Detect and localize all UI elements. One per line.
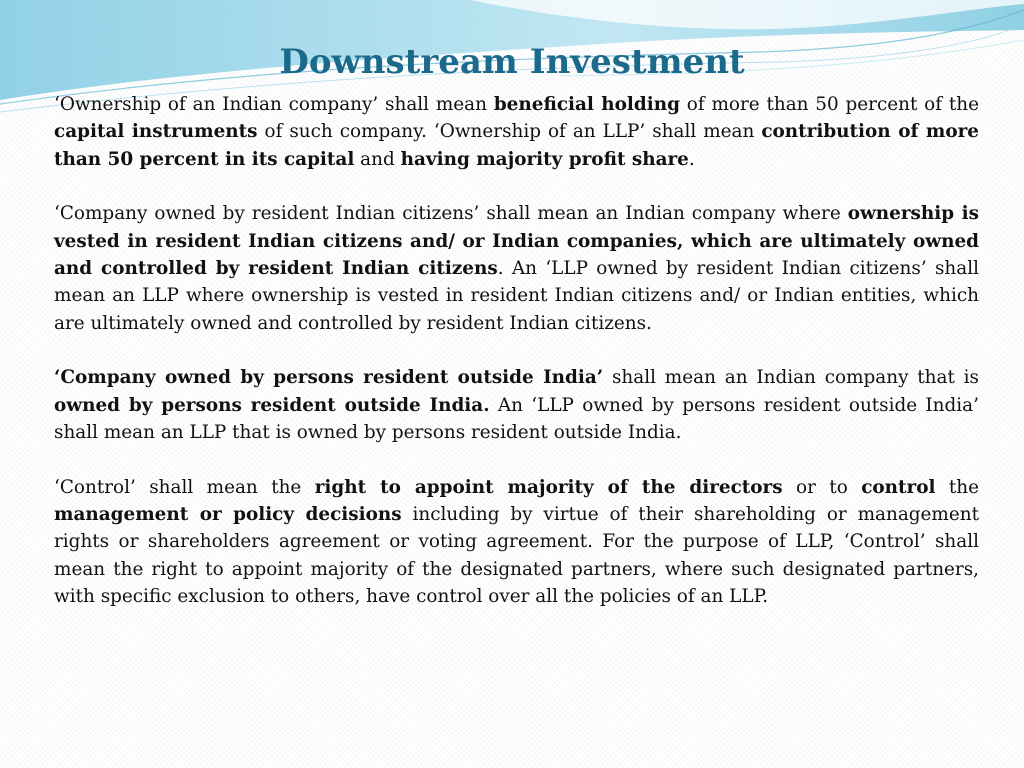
text-segment: ‘Company owned by resident Indian citizens’ shall mean an Indian company where bbox=[54, 203, 848, 225]
text-segment: . An ‘LLP owned by resident Indian citizens’ shall mean an LLP where ownership is vested in resident Indian citizens and/ or Indian entities, which are ultimately owned and controlled by resident Indian citizens. bbox=[54, 257, 979, 334]
text-segment-bold: control bbox=[861, 476, 936, 498]
paragraph-control-definition bbox=[54, 474, 979, 610]
text-segment: ‘Control’ shall mean the bbox=[54, 476, 315, 498]
paragraph-foreign-ownership bbox=[54, 364, 979, 446]
text-segment: the bbox=[935, 476, 979, 498]
text-segment-bold: beneficial holding bbox=[493, 94, 680, 115]
slide-title: Downstream Investment bbox=[279, 42, 745, 82]
text-segment-bold: right to appoint majority of the directors bbox=[314, 476, 783, 498]
text-segment: including by virtue of their shareholding or management rights or shareholders agreement or voting agreement. For the purpose of LLP, ‘Control’ shall mean the right to appoint majority of the designated partners, where such designated partners, with specific exclusion to others, have control over all the policies of an LLP. bbox=[54, 504, 979, 607]
text-segment: and bbox=[354, 148, 401, 170]
text-segment-bold: capital instruments bbox=[54, 121, 258, 143]
paragraph-ownership-definition bbox=[54, 91, 979, 173]
text-segment-bold: contribution of more than 50 percent in its capital bbox=[54, 121, 980, 170]
text-segment: . bbox=[688, 148, 695, 170]
text-segment-bold: owned by persons resident outside India. bbox=[54, 394, 490, 416]
text-segment-bold: having majority profit share bbox=[400, 148, 689, 170]
text-segment: shall mean an Indian company that is bbox=[603, 367, 979, 389]
text-segment: of such company. ‘Ownership of an LLP’ shall mean bbox=[257, 121, 762, 143]
text-segment-bold: ownership is vested in resident Indian citizens and/ or Indian companies, which are ultimately owned and controlled by resident Indian citizens bbox=[54, 203, 979, 279]
text-segment-bold: management or policy decisions bbox=[54, 504, 402, 526]
paragraph-resident-ownership bbox=[54, 200, 979, 336]
text-segment: or to bbox=[782, 476, 862, 498]
text-segment: of more than 50 percent of the bbox=[679, 94, 979, 115]
slide-body bbox=[54, 91, 979, 638]
text-segment-bold: ‘Company owned by persons resident outside India’ bbox=[54, 367, 604, 389]
text-segment: ‘Ownership of an Indian company’ shall mean bbox=[54, 94, 494, 115]
text-segment: An ‘LLP owned by persons resident outside India’ shall mean an LLP that is owned by persons resident outside India. bbox=[54, 394, 979, 443]
